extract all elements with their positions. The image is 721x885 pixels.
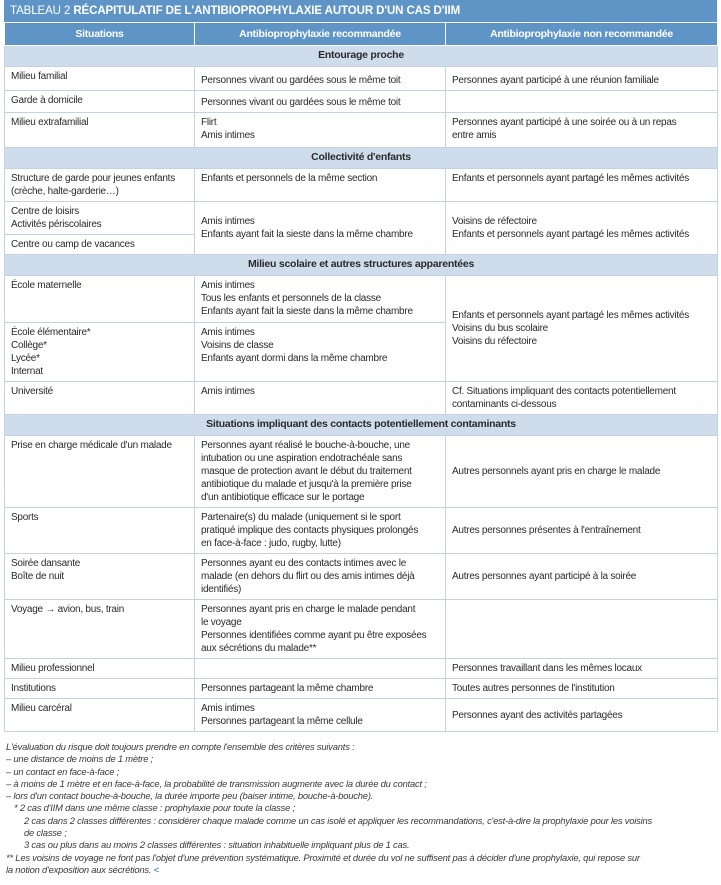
situation-cell: Garde à domicile — [5, 91, 195, 113]
not-recommended-cell: Enfants et personnels ayant partagé les mêmes activités Voisins du bus scolaire Voisins du réfectoire — [446, 276, 718, 382]
section-collectivite: Collectivité d'enfants — [5, 148, 718, 169]
recommended-cell: Amis intimes Tous les enfants et personnels de la classe Enfants ayant fait la sieste dans la même chambre — [195, 276, 446, 323]
footnote-single-asterisk: * 2 cas d'IIM dans une même classe : prophylaxie pour toute la classe ; — [14, 802, 295, 814]
section-contacts: Situations impliquant des contacts potentiellement contaminants — [5, 415, 718, 436]
situation-cell: Institutions — [5, 679, 195, 699]
situation-cell: Milieu professionnel — [5, 659, 195, 679]
recommended-cell: Amis intimes Enfants ayant fait la sieste dans la même chambre — [195, 202, 446, 255]
situation-cell: Sports — [5, 508, 195, 554]
not-recommended-cell: Enfants et personnels ayant partagé les mêmes activités — [446, 169, 718, 202]
footnote-text: ** Les voisins de voyage ne font pas l'objet d'une prévention systématique. Proximité et durée du vol ne suffisent pas à décider d'une prophylaxie, qui repose sur la notion d'exposition aux sécrétions. — [6, 851, 640, 875]
not-recommended-cell: Toutes autres personnes de l'institution — [446, 679, 718, 699]
table-notes — [4, 732, 717, 876]
recommended-cell: Personnes vivant ou gardées sous le même toit — [195, 91, 446, 113]
not-recommended-cell: Voisins de réfectoire Enfants et personnels ayant partagé les mêmes activités — [446, 202, 718, 255]
not-recommended-cell: Cf. Situations impliquant des contacts potentiellement contaminants ci-dessous — [446, 382, 718, 415]
section-row — [5, 148, 718, 169]
footnote-detail: 3 cas ou plus dans au moins 2 classes différentes : situation inhabituelle impliquant plus de 1 cas. — [24, 839, 410, 851]
not-recommended-cell: Personnes ayant des activités partagées — [446, 699, 718, 732]
situation-cell: Centre de loisirs Activités périscolaires — [5, 202, 195, 235]
recommended-cell — [195, 659, 446, 679]
table-heading: RÉCAPITULATIF DE L'ANTIBIOPROPHYLAXIE AUTOUR D'UN CAS D'IIM — [73, 5, 461, 17]
table-row — [5, 436, 718, 508]
table-row — [5, 382, 718, 415]
notes-intro: L'évaluation du risque doit toujours prendre en compte l'ensemble des critères suivants : — [6, 741, 355, 752]
not-recommended-cell — [446, 600, 718, 659]
situation-cell: Université — [5, 382, 195, 415]
recommended-cell: Personnes ayant eu des contacts intimes avec le malade (en dehors du flirt ou des amis intimes déjà identifiés) — [195, 554, 446, 600]
not-recommended-cell: Autres personnels ayant pris en charge le malade — [446, 436, 718, 508]
not-recommended-cell — [446, 91, 718, 113]
criterion-item: – lors d'un contact bouche-à-bouche, la durée importe peu (baiser intime, bouche-à-bouche). — [6, 790, 374, 802]
table-row — [5, 699, 718, 732]
table-row — [5, 169, 718, 202]
table-row — [5, 276, 718, 323]
recommended-cell: Personnes ayant pris en charge le malade pendant le voyage Personnes identifiées comme ayant pu être exposées aux sécrétions du malade** — [195, 600, 446, 659]
footnote-detail: 2 cas dans 2 classes différentes : considérer chaque malade comme un cas isolé et appliquer les recommandations, c'est-à-dire la prophylaxie pour les voisins de classe ; — [24, 814, 653, 839]
col-header-situations: Situations — [5, 23, 195, 46]
col-header-recommended: Antibioprophylaxie recommandée — [195, 23, 446, 46]
table-row — [5, 202, 718, 235]
section-row — [5, 255, 718, 276]
col-header-not-recommended: Antibioprophylaxie non recommandée — [446, 23, 718, 46]
situation-cell: Voyage → avion, bus, train — [5, 600, 195, 659]
not-recommended-cell: Autres personnes présentes à l'entraînement — [446, 508, 718, 554]
table-row — [5, 508, 718, 554]
section-row — [5, 415, 718, 436]
criterion-item: – un contact en face-à-face ; — [6, 765, 120, 777]
not-recommended-cell: Personnes ayant participé à une soirée ou à un repas entre amis — [446, 113, 718, 148]
recommended-cell: Personnes ayant réalisé le bouche-à-bouche, une intubation ou une aspiration endotrachéale sans masque de protection avant le début du traitement antibiotique du malade et jusqu'à la première prise d'un antibiotique efficace sur le portage — [195, 436, 446, 508]
situation-cell: Milieu extrafamilial — [5, 113, 195, 148]
recommended-cell: Personnes vivant ou gardées sous le même toit — [195, 67, 446, 91]
situation-cell: Prise en charge médicale d'un malade — [5, 436, 195, 508]
table-row — [5, 659, 718, 679]
header-row — [5, 23, 718, 46]
recommended-cell: Amis intimes Voisins de classe Enfants ayant dormi dans la même chambre — [195, 323, 446, 382]
section-scolaire: Milieu scolaire et autres structures apparentées — [5, 255, 718, 276]
end-of-article-icon: < — [153, 863, 160, 875]
table-row — [5, 91, 718, 113]
situation-cell: École élémentaire* Collège* Lycée* Internat — [5, 323, 195, 382]
table-row — [5, 113, 718, 148]
recommended-cell: Enfants et personnels de la même section — [195, 169, 446, 202]
not-recommended-cell: Autres personnes ayant participé à la soirée — [446, 554, 718, 600]
not-recommended-cell: Personnes travaillant dans les mêmes locaux — [446, 659, 718, 679]
table-row — [5, 554, 718, 600]
table-title — [4, 0, 717, 22]
recommended-cell: Partenaire(s) du malade (uniquement si le sport pratiqué implique des contacts physiques prolongés en face-à-face : judo, rugby, lutte) — [195, 508, 446, 554]
prophylaxis-table — [4, 22, 718, 732]
criterion-item: – à moins de 1 mètre et en face-à-face, la probabilité de transmission augmente avec la durée du contact ; — [6, 777, 427, 789]
recommended-cell: Amis intimes Personnes partageant la même cellule — [195, 699, 446, 732]
table-number: TABLEAU 2 — [10, 5, 74, 17]
table-row — [5, 679, 718, 699]
recommended-cell: Flirt Amis intimes — [195, 113, 446, 148]
not-recommended-cell: Personnes ayant participé à une réunion familiale — [446, 67, 718, 91]
section-row — [5, 46, 718, 67]
situation-cell: Structure de garde pour jeunes enfants (crèche, halte-garderie…) — [5, 169, 195, 202]
section-entourage: Entourage proche — [5, 46, 718, 67]
criterion-item: – une distance de moins de 1 mètre ; — [6, 753, 154, 765]
footnote-double-asterisk — [6, 852, 713, 877]
situation-cell: Centre ou camp de vacances — [5, 235, 195, 255]
situation-cell: École maternelle — [5, 276, 195, 323]
recommended-cell: Amis intimes — [195, 382, 446, 415]
table-row — [5, 67, 718, 91]
recommended-cell: Personnes partageant la même chambre — [195, 679, 446, 699]
table-row — [5, 600, 718, 659]
situation-cell: Milieu familial — [5, 67, 195, 91]
situation-cell: Milieu carcéral — [5, 699, 195, 732]
situation-cell: Soirée dansante Boîte de nuit — [5, 554, 195, 600]
